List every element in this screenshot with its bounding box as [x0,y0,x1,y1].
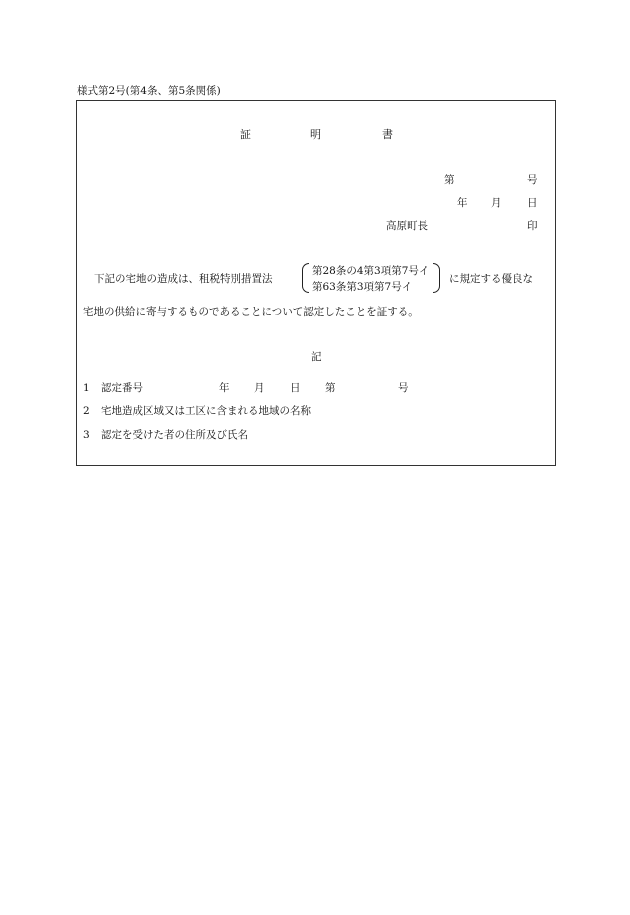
date-day: 日 [527,197,538,209]
item-1-label: 認定番号 [101,382,143,394]
item-1-month: 月 [254,382,265,394]
date-month: 月 [491,197,502,209]
item-2-number: 2 [83,405,90,417]
number-dai: 第 [444,174,455,186]
item-1-day: 日 [290,382,301,394]
ki-heading: 記 [311,351,322,363]
seal-mark: 印 [527,220,538,232]
date-year: 年 [457,197,468,209]
title-char-1: 証 [240,128,251,141]
title-char-2: 明 [310,128,321,141]
body-line1-prefix: 下記の宅地の造成は、租税特別措置法 [94,273,273,285]
item-3-number: 3 [83,429,90,441]
item-1-number: 1 [83,382,90,394]
item-1-dai: 第 [325,382,336,394]
item-1-go: 号 [398,382,409,394]
form-label: 様式第2号(第4条、第5条関係) [77,85,221,97]
law-option-2: 第63条第3項第7号イ [312,281,413,293]
number-go: 号 [527,174,538,186]
item-1-year: 年 [219,382,230,394]
left-brace [302,263,309,293]
law-option-1: 第28条の4第3項第7号イ [312,265,430,277]
item-3-label: 認定を受けた者の住所及び氏名 [101,429,248,441]
body-line1-suffix: に規定する優良な [449,273,533,285]
right-brace [433,263,440,293]
issuer-name: 高原町長 [386,220,428,232]
body-line2: 宅地の供給に寄与するものであることについて認定したことを証する。 [83,306,419,318]
item-2-label: 宅地造成区域又は工区に含まれる地域の名称 [101,405,311,417]
title-char-3: 書 [382,128,393,141]
